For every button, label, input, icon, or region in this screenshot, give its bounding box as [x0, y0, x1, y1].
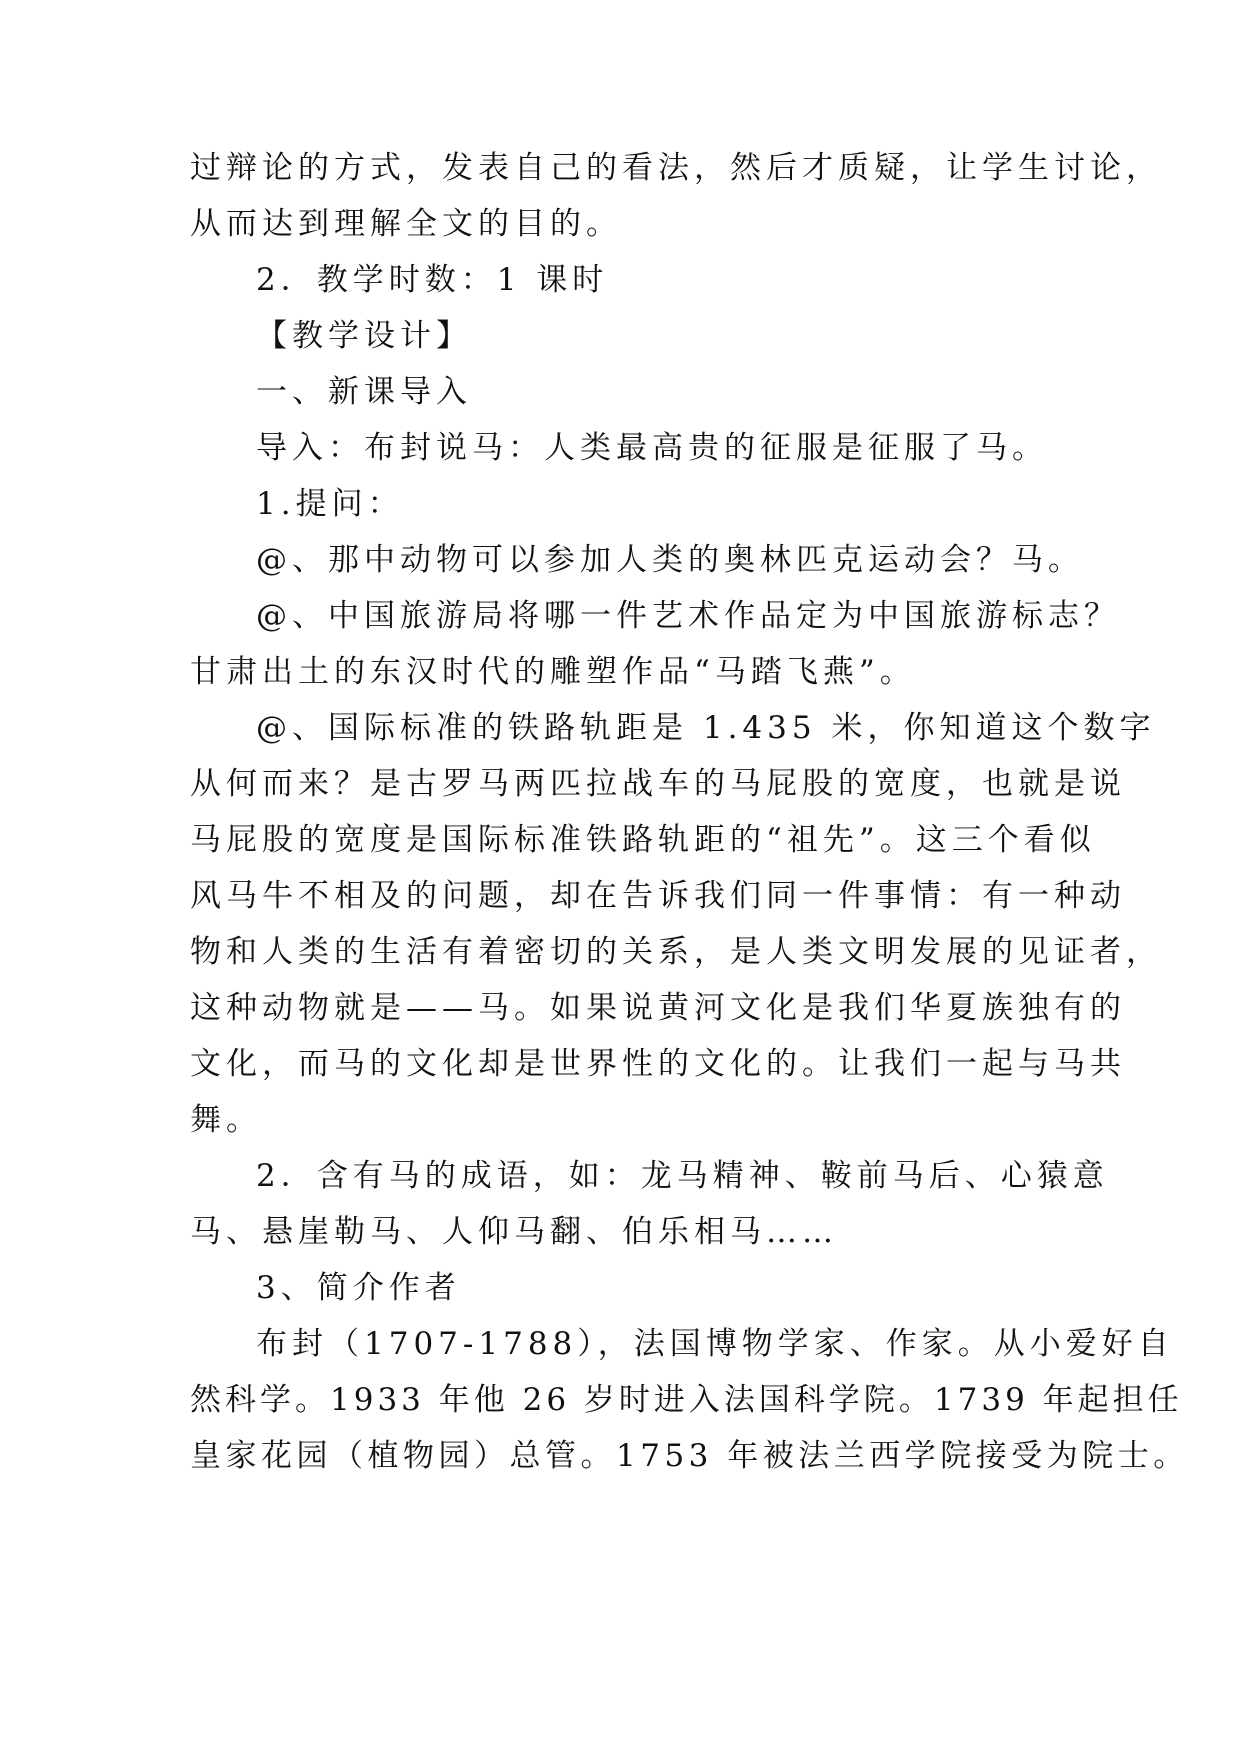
text-line: 物和人类的生活有着密切的关系，是人类文明发展的见证者，: [190, 934, 1162, 970]
text-line: 这种动物就是——马。如果说黄河文化是我们华夏族独有的: [190, 990, 1126, 1026]
section-heading: 【教学设计】: [256, 318, 472, 354]
text-line: 过辩论的方式，发表自己的看法，然后才质疑，让学生讨论，: [190, 150, 1162, 186]
text-line: 文化，而马的文化却是世界性的文化的。让我们一起与马共: [190, 1046, 1126, 1082]
text-line: 1.提问：: [256, 486, 404, 522]
text-line: 皇家花园（植物园）总管。1753 年被法兰西学院接受为院士。: [190, 1438, 1189, 1474]
text-line: 然科学。1933 年他 26 岁时进入法国科学院。1739 年起担任: [190, 1382, 1183, 1418]
text-line: 布封（1707-1788），法国博物学家、作家。从小爱好自: [256, 1326, 1174, 1362]
text-line: 从何而来？是古罗马两匹拉战车的马屁股的宽度，也就是说: [190, 766, 1126, 802]
section-heading: 一、新课导入: [256, 374, 472, 410]
text-line: 从而达到理解全文的目的。: [190, 206, 622, 242]
text-line: @、国际标准的铁路轨距是 1.435 米，你知道这个数字: [256, 710, 1156, 746]
text-line: 舞。: [190, 1102, 262, 1138]
text-line: 马、悬崖勒马、人仰马翻、伯乐相马……: [190, 1214, 838, 1250]
text-line: 2．含有马的成语，如：龙马精神、鞍前马后、心猿意: [256, 1158, 1109, 1194]
text-line: 导入：布封说马：人类最高贵的征服是征服了马。: [256, 430, 1048, 466]
text-line: 马屁股的宽度是国际标准铁路轨距的“祖先”。这三个看似: [190, 822, 1096, 858]
text-line: 2．教学时数：1 课时: [256, 262, 609, 298]
text-line: 风马牛不相及的问题，却在告诉我们同一件事情：有一种动: [190, 878, 1126, 914]
text-line: @、那中动物可以参加人类的奥林匹克运动会？马。: [256, 542, 1084, 578]
text-line: @、中国旅游局将哪一件艺术作品定为中国旅游标志？: [256, 598, 1120, 634]
text-line: 甘肃出土的东汉时代的雕塑作品“马踏飞燕”。: [190, 654, 916, 690]
section-heading: 3、简介作者: [256, 1270, 461, 1306]
